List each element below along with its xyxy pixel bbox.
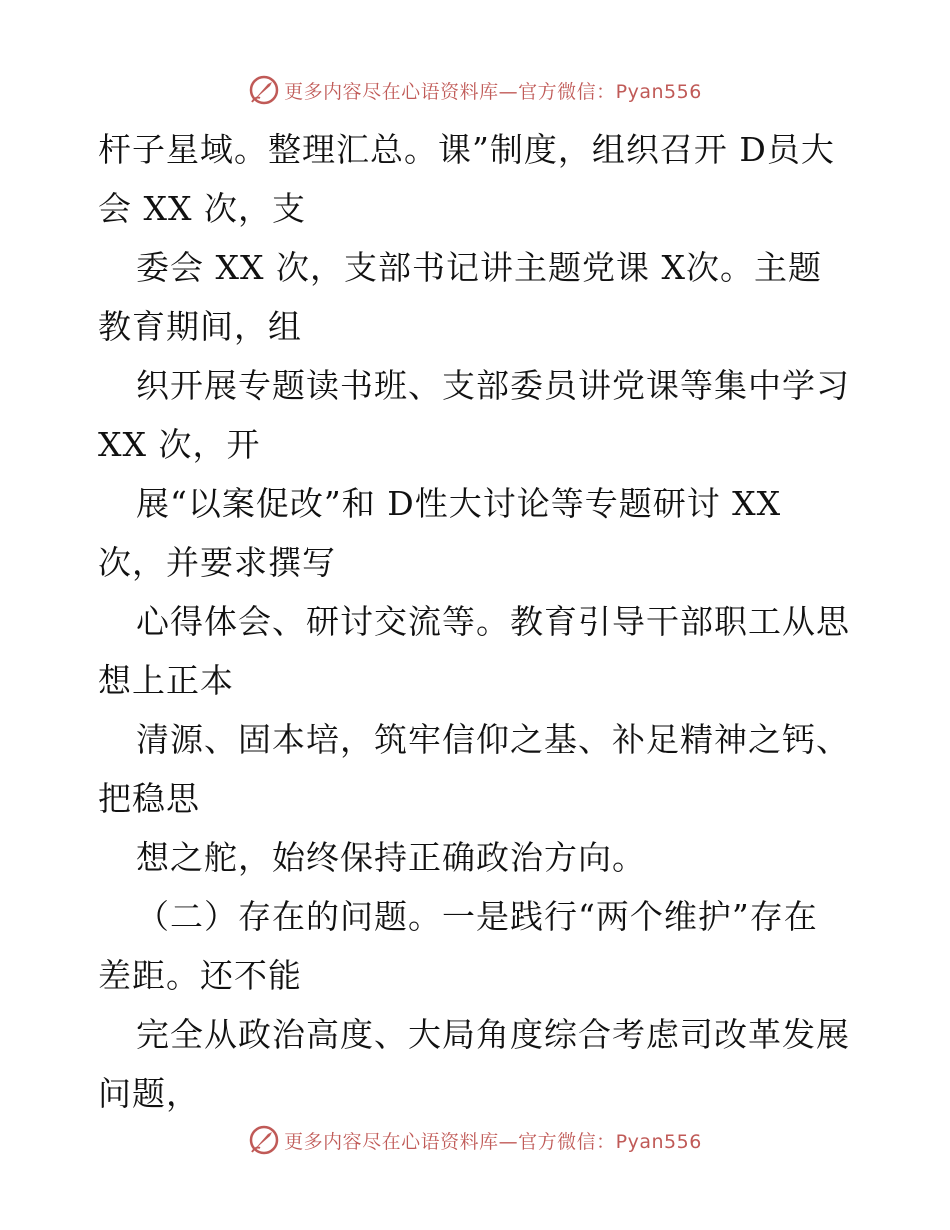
banner-text: 更多内容尽在心语资料库—官方微信：Pyan556 bbox=[284, 80, 702, 103]
text-line: 问题， bbox=[98, 1074, 200, 1113]
text-line: 完全从政治高度、大局角度综合考虑司改革发展 bbox=[136, 1015, 850, 1054]
text-line: 想上正本 bbox=[98, 661, 234, 700]
text-line: 心得体会、研讨交流等。教育引导干部职工从思 bbox=[136, 602, 850, 641]
footer-banner bbox=[0, 1120, 950, 1160]
text-line: 展“以案促改”和 D性大讨论等专题研讨 XX bbox=[136, 484, 782, 523]
text-line: XX 次，开 bbox=[98, 425, 261, 464]
document-body bbox=[98, 120, 868, 1123]
text-line: 织开展专题读书班、支部委员讲党课等集中学习 bbox=[136, 366, 850, 405]
text-line: 会 XX 次，支 bbox=[98, 189, 306, 228]
text-line: 教育期间，组 bbox=[98, 307, 302, 346]
pen-circle-icon bbox=[248, 1124, 280, 1156]
text-line: 把稳思 bbox=[98, 779, 200, 818]
text-line: 差距。还不能 bbox=[98, 956, 302, 995]
pen-circle-icon bbox=[248, 74, 280, 106]
text-line: 想之舵，始终保持正确政治方向。 bbox=[136, 838, 646, 877]
text-line: 委会 XX 次，支部书记讲主题党课 X次。主题 bbox=[136, 248, 822, 287]
header-banner bbox=[0, 70, 950, 110]
text-line: 清源、固本培，筑牢信仰之基、补足精神之钙、 bbox=[136, 720, 850, 759]
banner-text: 更多内容尽在心语资料库—官方微信：Pyan556 bbox=[284, 1130, 702, 1153]
text-line: 次，并要求撰写 bbox=[98, 543, 336, 582]
text-line: （二）存在的问题。一是践行“两个维护”存在 bbox=[136, 897, 818, 936]
text-line: 杆子星域。整理汇总。课”制度，组织召开 D员大 bbox=[98, 130, 835, 169]
